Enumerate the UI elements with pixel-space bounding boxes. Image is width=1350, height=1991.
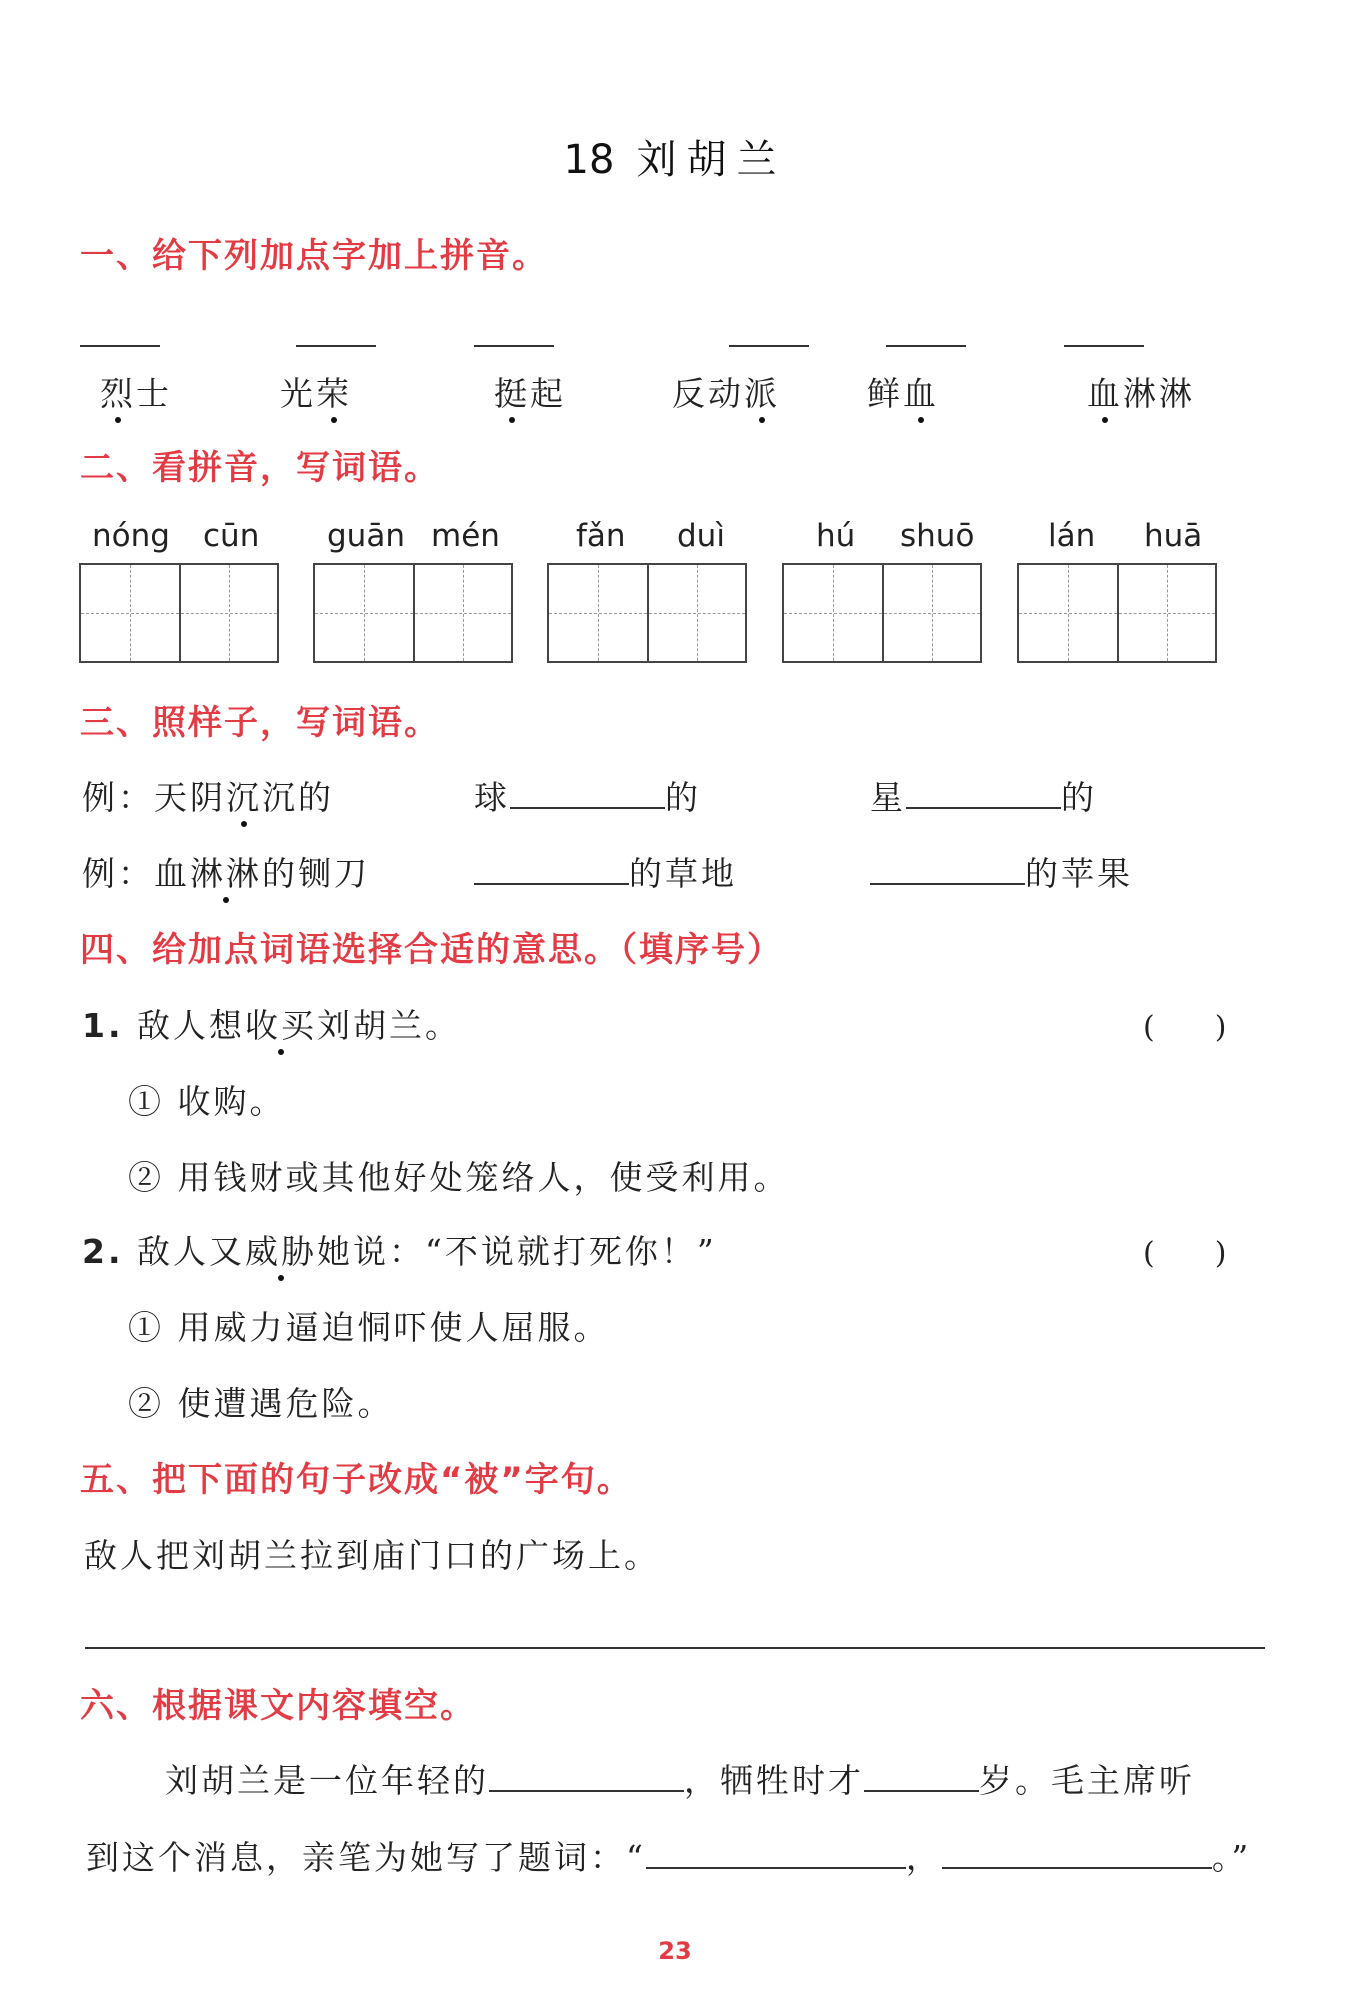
- section-5-heading: 五、把下面的句子改成“被”字句。: [80, 1460, 633, 1500]
- pinyin-answer-line[interactable]: [1064, 345, 1144, 347]
- section-4-heading: 四、给加点词语选择合适的意思。（填序号）: [80, 930, 783, 970]
- example-1: 例：天阴沉沉的: [82, 772, 334, 819]
- pinyin-label: cūn: [203, 518, 260, 554]
- dotted-char: 血: [903, 368, 939, 415]
- writing-grid[interactable]: [1017, 563, 1217, 663]
- answer-blank[interactable]: [646, 1837, 906, 1869]
- pinyin-answer-line[interactable]: [80, 345, 160, 347]
- option-2: ② 使遭遇危险。: [128, 1384, 394, 1423]
- pinyin-label: guān: [327, 518, 405, 554]
- exercise-item: 球 的: [474, 778, 701, 817]
- pinyin-label: duì: [677, 518, 725, 554]
- word-item: 烈士: [100, 368, 172, 415]
- writing-grid[interactable]: [547, 563, 747, 663]
- option-1: ① 用威力逼迫恫吓使人屈服。: [128, 1308, 610, 1347]
- pinyin-label: hú: [816, 518, 856, 554]
- word-item: 挺起: [494, 368, 566, 415]
- page-number: 23: [658, 1937, 692, 1965]
- lesson-number: 18: [563, 137, 615, 183]
- pinyin-answer-line[interactable]: [729, 345, 809, 347]
- pinyin-answer-line[interactable]: [886, 345, 966, 347]
- pinyin-label: mén: [431, 518, 500, 554]
- pinyin-label: lán: [1048, 518, 1096, 554]
- dotted-char: 荣: [316, 368, 352, 415]
- exercise-item: 的草地: [474, 848, 737, 895]
- dotted-char: 派: [744, 368, 780, 415]
- dotted-word: 淋淋: [190, 848, 262, 895]
- lesson-title: 刘胡兰: [636, 137, 787, 183]
- dotted-word: 收买: [245, 1000, 317, 1047]
- word-item: 光荣: [280, 368, 352, 415]
- example-2: 例：血淋淋的铡刀: [82, 848, 370, 895]
- pinyin-label: fǎn: [576, 518, 626, 554]
- question-1: 1. 敌人想收买刘胡兰。: [82, 1000, 461, 1047]
- pinyin-label: huā: [1144, 518, 1203, 554]
- answer-blank[interactable]: [864, 1760, 979, 1792]
- sentence-to-rewrite: 敌人把刘胡兰拉到庙门口的广场上。: [84, 1536, 660, 1575]
- question-number: 1.: [82, 1006, 124, 1045]
- exercise-item: 星 的: [870, 778, 1097, 817]
- pinyin-answer-line[interactable]: [474, 345, 554, 347]
- question-2: 2. 敌人又威胁她说：“不说就打死你！”: [82, 1226, 717, 1273]
- answer-line[interactable]: [85, 1647, 1265, 1649]
- dotted-word: 威胁: [245, 1226, 317, 1273]
- option-2: ② 用钱财或其他好处笼络人，使受利用。: [128, 1158, 790, 1197]
- answer-parentheses[interactable]: ( ): [1143, 1236, 1227, 1271]
- pinyin-label: shuō: [900, 518, 975, 554]
- answer-blank[interactable]: [489, 1760, 684, 1792]
- fill-in-line-2: 到这个消息，亲笔为她写了题词：“ ， 。”: [86, 1838, 1252, 1877]
- section-6-heading: 六、根据课文内容填空。: [80, 1686, 476, 1726]
- page-title: [0, 128, 1350, 185]
- question-number: 2.: [82, 1232, 124, 1271]
- section-1-heading: 一、给下列加点字加上拼音。: [80, 236, 548, 276]
- fill-in-line-1: 刘胡兰是一位年轻的 ，牺牲时才 岁。毛主席听: [165, 1761, 1195, 1800]
- dotted-char: 挺: [494, 368, 530, 415]
- section-3-heading: 三、照样子，写词语。: [80, 703, 440, 743]
- writing-grid[interactable]: [782, 563, 982, 663]
- writing-grid[interactable]: [79, 563, 279, 663]
- writing-grid[interactable]: [313, 563, 513, 663]
- dotted-char: 血: [1087, 368, 1123, 415]
- dotted-word: 阴沉沉: [190, 772, 298, 819]
- exercise-item: 的苹果: [870, 848, 1133, 895]
- answer-blank[interactable]: [906, 777, 1061, 809]
- section-2-heading: 二、看拼音，写词语。: [80, 448, 440, 488]
- answer-blank[interactable]: [510, 777, 665, 809]
- answer-blank[interactable]: [474, 853, 629, 885]
- answer-blank[interactable]: [870, 853, 1025, 885]
- option-1: ① 收购。: [128, 1082, 286, 1121]
- word-item: 鲜血: [867, 368, 939, 415]
- pinyin-label: nóng: [92, 518, 170, 554]
- pinyin-answer-line[interactable]: [296, 345, 376, 347]
- word-item: 反动派: [672, 368, 780, 415]
- dotted-char: 烈: [100, 368, 136, 415]
- answer-parentheses[interactable]: ( ): [1143, 1010, 1227, 1045]
- word-item: 血淋淋: [1087, 368, 1195, 415]
- answer-blank[interactable]: [942, 1837, 1212, 1869]
